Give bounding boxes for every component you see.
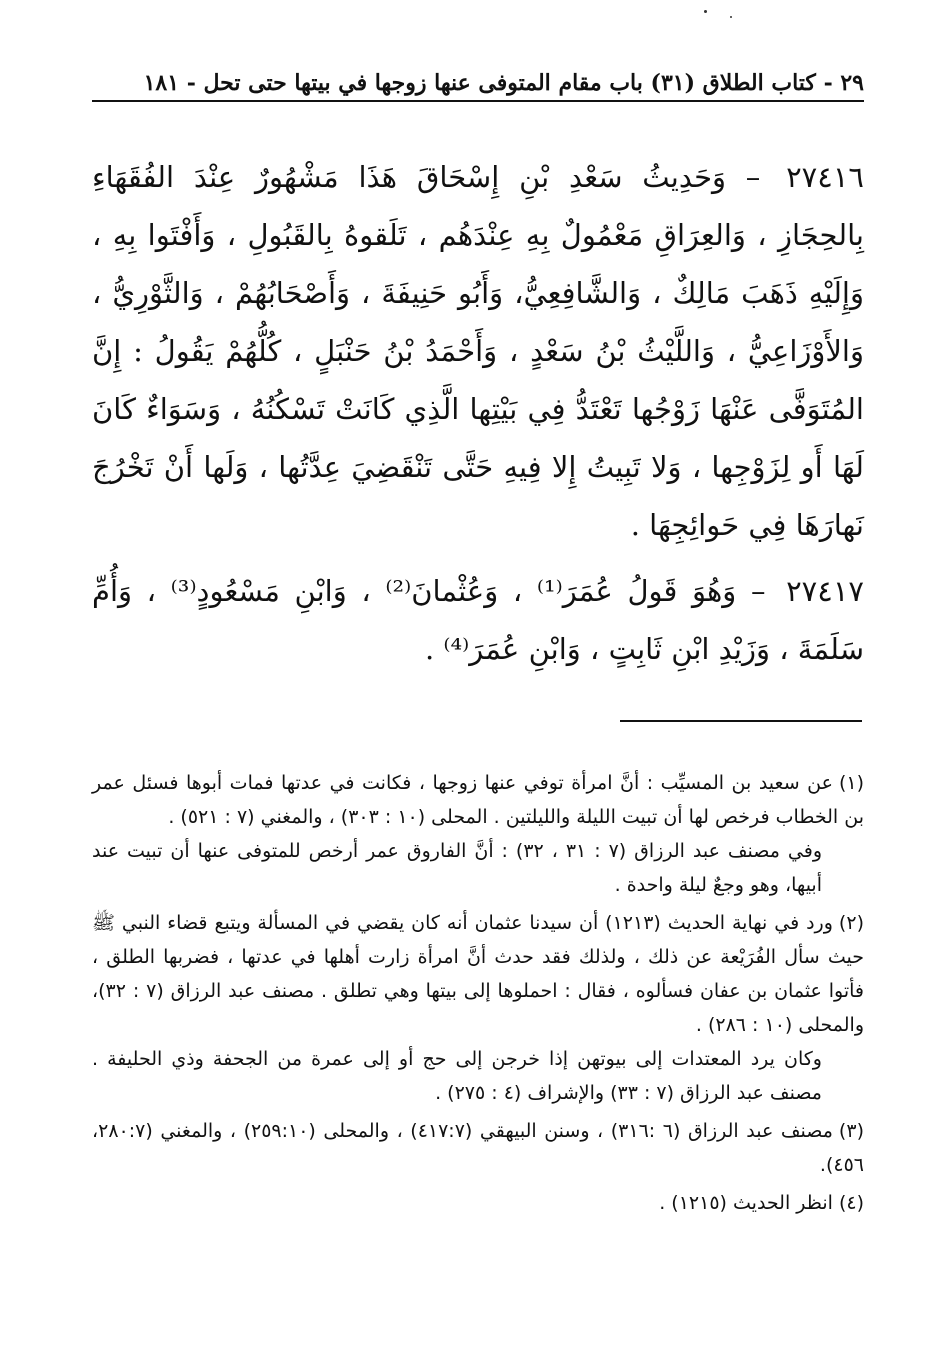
footnote-line: وفي مصنف عبد الرزاق (٧ : ٣١ ، ٣٢) : أنَّ الفاروق عمر أرخص للمتوفى عنها أن تبيت عند أبيها، وهو وجعٌ ليلة واحدة . [92, 840, 822, 896]
footnote-line: وكان يرد المعتدات إلى بيوتهن إذا خرجن إلى حج أو إلى عمرة من الجحفة وذي الحليفة . مصنف عبد الرزاق (٧ : ٣٣) والإشراف (٤ : ٢٧٥) . [92, 1048, 822, 1104]
footnotes [92, 766, 864, 1224]
footnote-text: انظر الحديث (١٢١٥) . [659, 1192, 833, 1214]
footnote-number: (٣) [838, 1120, 864, 1142]
footnote [92, 766, 864, 902]
hadith-number: ٢٧٤١٦ [786, 160, 864, 194]
footnote-line [92, 766, 864, 834]
footnote-number: (٤) [838, 1192, 864, 1214]
footnote-text: ورد في نهاية الحديث (١٢١٣) أن سيدنا عثمان أنه كان يقضي في المسألة ويتبع قضاء النبي ﷺ حيث سأل الفُرَيْعة عن ذلك ، ولذلك فقد حدث أنَّ امرأة زارت أهلها في عدتها ، فضربها الطلق ، فأتوا عثمان بن عفان فسألوه ، فقال : احملوها إلى بيتها وهي تطلق . مصنف عبد الرزاق (٧ : ٣٢)، والمحلى (١٠ : ٢٨٦) . [92, 912, 865, 1036]
print-speck [730, 16, 732, 18]
footnote [92, 1114, 864, 1182]
running-header [92, 66, 864, 102]
footnote-text: مصنف عبد الرزاق (٦ :٣١٦) ، وسنن البيهقي (٤١٧:٧) ، والمحلى (٢٥٩:١٠) ، والمغني (٢٨٠:٧، ٤٥٦). [92, 1120, 864, 1176]
footnote-number: (٢) [838, 912, 864, 934]
footnote-number: (١) [838, 772, 864, 794]
hadith-number: ٢٧٤١٧ [786, 574, 864, 608]
footnote-line [92, 1114, 864, 1182]
footnote-line [92, 906, 864, 1042]
footnote-separator [620, 720, 862, 722]
hadith-text: – وَحَدِيثُ سَعْدِ بْنِ إِسْحَاقَ هَذَا مَشْهُورٌ عِنْدَ الفُقَهَاءِ بِالحِجَازِ ، وَالعِرَاقِ مَعْمُولٌ بِهِ عِنْدَهُم ، تَلَقوهُ بِالقَبُولِ ، وَأَفْتَوا بِهِ ، وَإِلَيْهِ ذَهَبَ مَالِكٌ ، وَالشَّافِعِيُّ، وَأَبُو حَنِيفَةَ ، وَأَصْحَابُهُمْ ، وَالثَّوْرِيُّ ، وَالأَوْزَاعِيُّ ، وَاللَّيْثُ بْنُ سَعْدٍ ، وَأَحْمَدُ بْنُ حَنْبَلٍ ، كُلُّهُمْ يَقُولُ : إِنَّ المُتَوَفَّى عَنْهَا زَوْجُها تَعْتَدُّ فِي بَيْتِها الَّذِي كَانَتْ تَسْكُنُهُ ، وَسَوَاءٌ كَانَ لَهَا أَو لِزَوْجِها ، وَلا تَبِيتُ إِلا فِيهِ حَتَّى تَنْقَضِيَ عِدَّتُها ، وَلَها أَنْ تَخْرُجَ نَهارَهَا فِي حَوائِجِهَا . [92, 160, 864, 542]
footnote [92, 1186, 864, 1220]
footnote-line [92, 1186, 864, 1220]
footnote [92, 906, 864, 1110]
running-header-text: ٢٩ - كتاب الطلاق (٣١) باب مقام المتوفى عنها زوجها في بيتها حتى تحل - ١٨١ [143, 70, 864, 96]
hadith-paragraph [92, 562, 864, 678]
footnote-text: عن سعيد بن المسيِّب : أنَّ امرأة توفي عنها زوجها ، فكانت في عدتها فمات أبوها فسئل عمر بن الخطاب فرخص لها أن تبيت الليلة والليلتين . المحلى (١٠ : ٣٠٣) ، والمغني (٧ : ٥٢١) . [92, 772, 864, 828]
hadith-text: – وَهُوَ قَولُ عُمَرَ⁽¹⁾ ، وَعُثْمانَ⁽²⁾ ، وَابْنِ مَسْعُودٍ⁽³⁾ ، وَأُمِّ سَلَمَةَ ، وَزَيْدِ ابْنِ ثَابِتٍ ، وَابْنِ عُمَرَ⁽⁴⁾ . [92, 574, 864, 666]
hadith-paragraph [92, 148, 864, 554]
print-speck [704, 10, 707, 13]
main-text [92, 148, 864, 678]
